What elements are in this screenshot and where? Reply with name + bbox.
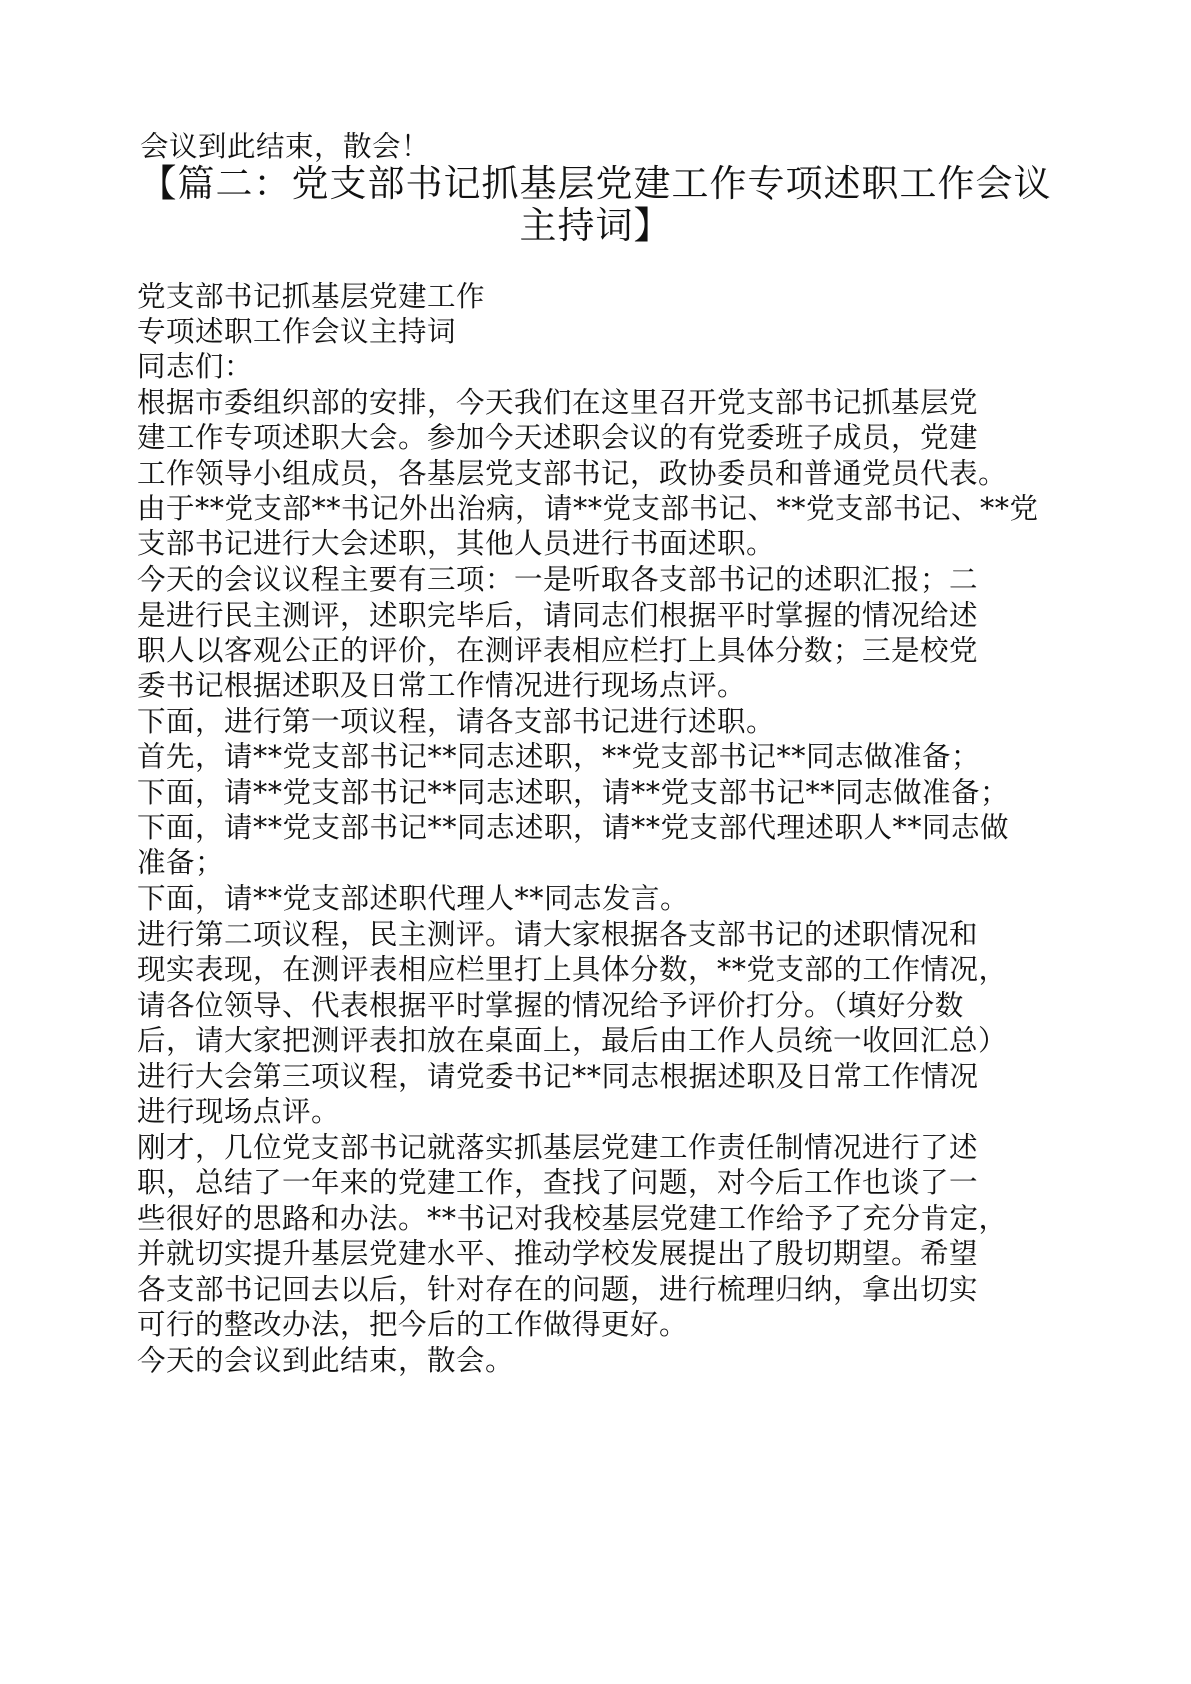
section-heading-line1: 【篇二：党支部书记抓基层党建工作专项述职工作会议 [139, 162, 1052, 205]
body-line: 支部书记进行大会述职，其他人员进行书面述职。 [137, 527, 776, 560]
closing-line: 会议到此结束，散会！ [140, 130, 431, 163]
body-line: 下面，请**党支部述职代理人**同志发言。 [137, 882, 690, 915]
body-line: 由于**党支部**书记外出治病，请**党支部书记、**党支部书记、**党 [137, 492, 1039, 525]
body-line: 并就切实提升基层党建水平、推动学校发展提出了殷切期望。希望 [137, 1237, 979, 1270]
body-line: 专项述职工作会议主持词 [137, 315, 457, 348]
body-line: 准备； [137, 846, 225, 879]
body-line: 建工作专项述职大会。参加今天述职会议的有党委班子成员，党建 [137, 421, 979, 454]
body-line: 职人以客观公正的评价，在测评表相应栏打上具体分数；三是校党 [137, 634, 979, 667]
body-line: 同志们： [137, 350, 254, 383]
body-line: 进行大会第三项议程，请党委书记**同志根据述职及日常工作情况 [137, 1060, 979, 1093]
body-line: 委书记根据述职及日常工作情况进行现场点评。 [137, 669, 747, 702]
body-line: 请各位领导、代表根据平时掌握的情况给予评价打分。（填好分数 [137, 989, 964, 1022]
body-line: 根据市委组织部的安排，今天我们在这里召开党支部书记抓基层党 [137, 386, 979, 419]
body-line: 下面，请**党支部书记**同志述职，请**党支部书记**同志做准备； [137, 776, 1010, 809]
body-line: 各支部书记回去以后，针对存在的问题，进行梳理归纳，拿出切实 [137, 1273, 979, 1306]
body-line: 后，请大家把测评表扣放在桌面上，最后由工作人员统一收回汇总） [137, 1024, 1008, 1057]
body-line: 党支部书记抓基层党建工作 [137, 280, 486, 313]
body-line: 进行第二项议程，民主测评。请大家根据各支部书记的述职情况和 [137, 918, 979, 951]
body-line: 些很好的思路和办法。**书记对我校基层党建工作给予了充分肯定， [137, 1202, 1008, 1235]
body-line: 是进行民主测评，述职完毕后，请同志们根据平时掌握的情况给述 [137, 599, 979, 632]
body-line: 今天的会议议程主要有三项：一是听取各支部书记的述职汇报；二 [137, 563, 979, 596]
body-line: 下面，进行第一项议程，请各支部书记进行述职。 [137, 705, 776, 738]
body-line: 可行的整改办法，把今后的工作做得更好。 [137, 1308, 689, 1341]
body-line: 下面，请**党支部书记**同志述职，请**党支部代理述职人**同志做 [137, 811, 1010, 844]
body-line: 现实表现，在测评表相应栏里打上具体分数，**党支部的工作情况， [137, 953, 1008, 986]
body-line: 今天的会议到此结束，散会。 [137, 1344, 515, 1377]
body-line: 职，总结了一年来的党建工作，查找了问题，对今后工作也谈了一 [137, 1166, 979, 1199]
body-line: 首先，请**党支部书记**同志述职，**党支部书记**同志做准备； [137, 740, 981, 773]
body-line: 工作领导小组成员，各基层党支部书记，政协委员和普通党员代表。 [137, 457, 1008, 490]
section-heading-line2: 主持词】 [519, 204, 672, 247]
body-line: 刚才，几位党支部书记就落实抓基层党建工作责任制情况进行了述 [137, 1131, 979, 1164]
body-line: 进行现场点评。 [137, 1095, 341, 1128]
